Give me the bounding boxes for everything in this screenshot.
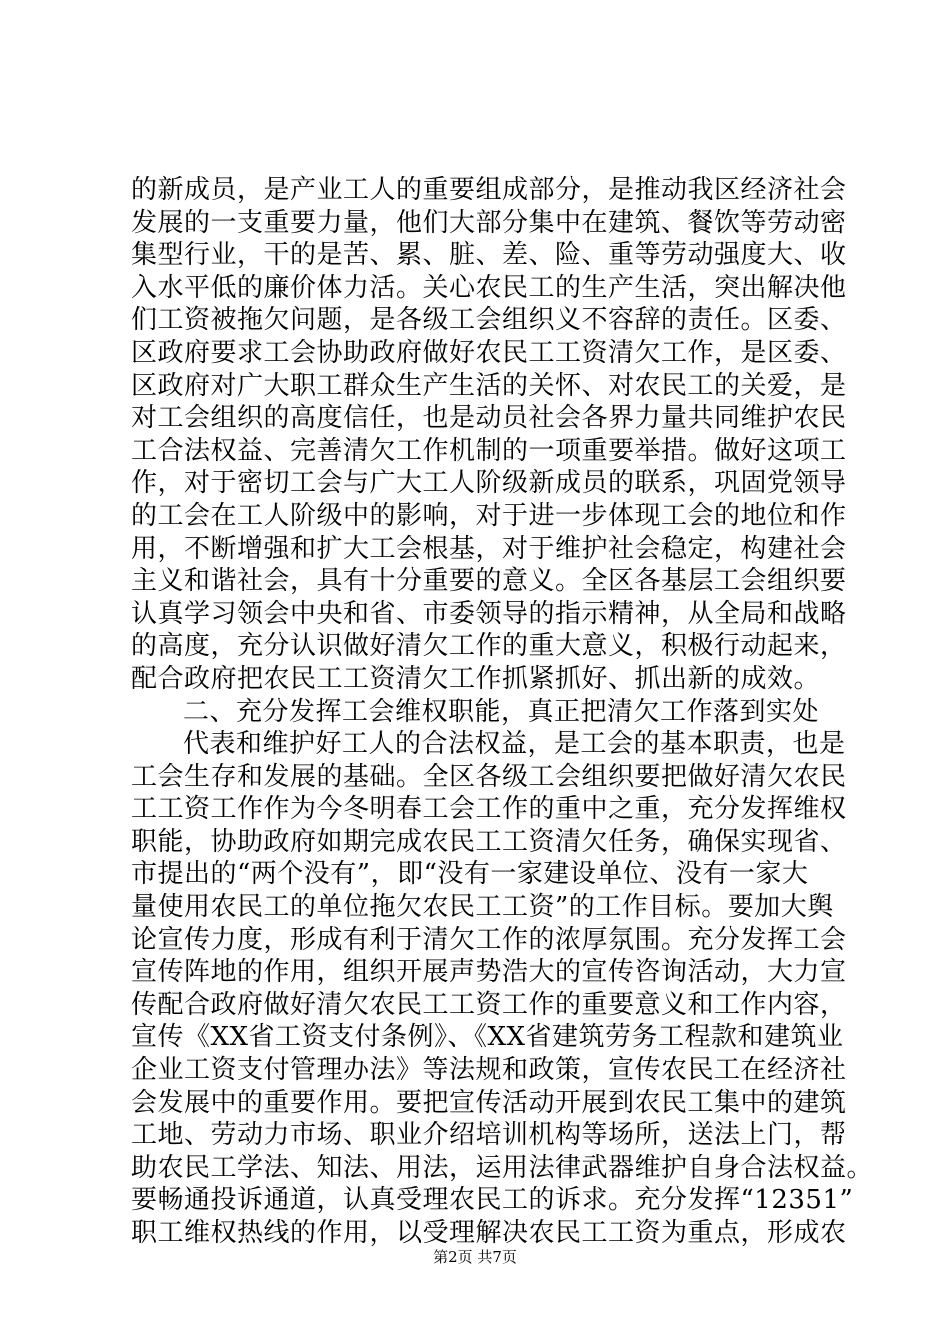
text-line: 发展的一支重要力量，他们大部分集中在建筑、餐饮等劳动密 [131, 207, 847, 238]
text-line: 市提出的“两个没有”，即“没有一家建设单位、没有一家大 [131, 859, 809, 890]
text-line: 工地、劳动力市场、职业介绍培训机构等场所，送法上门，帮 [131, 1120, 847, 1151]
text-line: 作，对于密切工会与广大工人阶级新成员的联系，巩固党领导 [131, 468, 847, 499]
text-line: 论宣传力度，形成有利于清欠工作的浓厚氛围。充分发挥工会 [131, 924, 847, 955]
text-line: 主义和谐社会，具有十分重要的意义。全区各基层工会组织要 [131, 566, 847, 597]
text-line: 集型行业，干的是苦、累、脏、差、险、重等劳动强度大、收 [131, 240, 847, 271]
page-number-label: 第2页 共7页 [433, 1248, 517, 1266]
page-footer [0, 1247, 950, 1267]
text-line: 职工维权热线的作用，以受理解决农民工工资为重点，形成农 [131, 1218, 847, 1248]
text-line: 工会生存和发展的基础。全区各级工会组织要把做好清欠农民 [131, 761, 847, 792]
text-line: 对工会组织的高度信任，也是动员社会各界力量共同维护农民 [131, 403, 847, 434]
text-line: 工合法权益、完善清欠工作机制的一项重要举措。做好这项工 [131, 435, 847, 466]
text-line: 工工资工作作为今冬明春工会工作的重中之重，充分发挥维权 [131, 794, 847, 825]
text-line: 宣传阵地的作用，组织开展声势浩大的宣传咨询活动，大力宣 [131, 957, 847, 988]
text-line: 配合政府把农民工工资清欠工作抓紧抓好、抓出新的成效。 [131, 663, 821, 694]
text-line: 量使用农民工的单位拖欠农民工工资”的工作目标。要加大舆 [131, 892, 834, 923]
body-text [131, 174, 874, 1250]
text-line: 区政府对广大职工群众生产生活的关怀、对农民工的关爱，是 [131, 370, 847, 401]
section-heading: 二、充分发挥工会维权职能，真正把清欠工作落到实处 [183, 696, 820, 727]
text-line: 们工资被拖欠问题，是各级工会组织义不容辞的责任。区委、 [131, 305, 847, 336]
text-line: 会发展中的重要作用。要把宣传活动开展到农民工集中的建筑 [131, 1087, 847, 1118]
text-line: 的新成员，是产业工人的重要组成部分，是推动我区经济社会 [131, 175, 847, 205]
text-line: 的高度，充分认识做好清欠工作的重大意义，积极行动起来， [131, 631, 847, 662]
text-line: 要畅通投诉通道，认真受理农民工的诉求。充分发挥“12351” [131, 1185, 854, 1216]
text-line: 宣传《XX省工资支付条例》、《XX省建筑劳务工程款和建筑业 [131, 1022, 844, 1053]
text-line: 职能，协助政府如期完成农民工工资清欠任务，确保实现省、 [131, 826, 847, 857]
text-line: 企业工资支付管理办法》等法规和政策，宣传农民工在经济社 [131, 1055, 847, 1086]
text-line: 区政府要求工会协助政府做好农民工工资清欠工作，是区委、 [131, 337, 847, 368]
text-line: 传配合政府做好清欠农民工工资工作的重要意义和工作内容， [131, 989, 847, 1020]
text-line: 用，不断增强和扩大工会根基，对于维护社会稳定，构建社会 [131, 533, 847, 564]
paragraph-start-line: 代表和维护好工人的合法权益，是工会的基本职责，也是 [183, 729, 846, 760]
text-line: 认真学习领会中央和省、市委领导的指示精神，从全局和战略 [131, 598, 847, 629]
text-line: 入水平低的廉价体力活。关心农民工的生产生活，突出解决他 [131, 272, 847, 303]
text-line: 助农民工学法、知法、用法，运用法律武器维护自身合法权益。 [131, 1152, 874, 1183]
text-line: 的工会在工人阶级中的影响，对于进一步体现工会的地位和作 [131, 500, 847, 531]
